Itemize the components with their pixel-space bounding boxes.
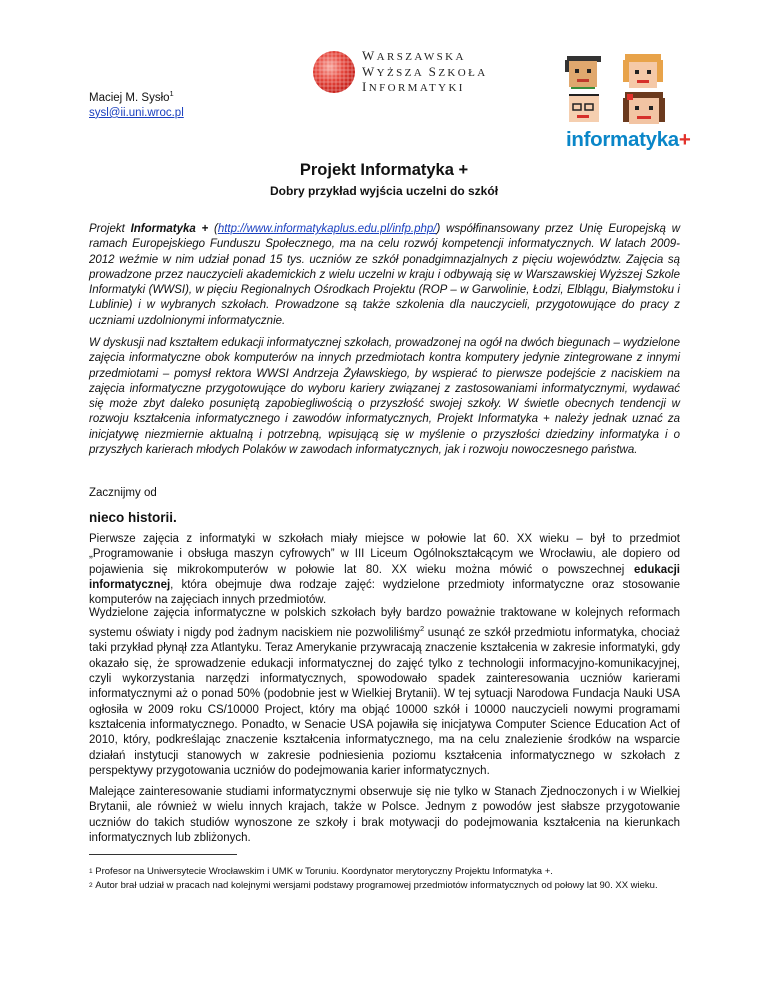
author-email-link[interactable]: sysl@ii.uni.wroc.pl xyxy=(89,106,184,119)
footnote-divider xyxy=(89,854,237,855)
face-icon xyxy=(565,56,601,89)
project-url-link[interactable]: http://www.informatykaplus.edu.pl/infp.php/ xyxy=(217,223,437,235)
section-heading: nieco historii. xyxy=(89,510,177,525)
face-icon xyxy=(623,54,663,88)
body-paragraph-2: Wydzielone zajęcia informatyczne w polskich szkołach były bardzo poważnie traktowane w kolejnych reformach systemu oświaty i nigdy pod żadnym naciskiem nie pozwoliliśmy$^2$ usunąć ze szkół przedmiotu informatyka, chociaż taki przykład płynął zza Atlantyku. Teraz Amerykanie przywracają znaczenie kształcenia w zakresie informatyki, gdy okazało się, że sprowadzenie edukacji informatycznej do zajęć tylko z technologii informacyjno-komunikacyjnej, czyli wykorzystania narzędzi informatycznych, spowodowało spadek zainteresowania uczniów karierami informatycznymi aż o ponad 50% (podobnie jest w Wielkiej Brytanii). W tej sytuacji Narodowa Fundacja Nauki USA ogłosiła w 2009 roku CS/10000 Project, który ma objąć 10000 szkół i 10000 nauczycieli nowymi programami kształcenia informatycznego. Ponadto, w Senacie USA pojawiła się inicjatywa Computer Science Education Act of 2010, który, podkreślając znaczenie kształcenia informatycznego, ma na celu znalezienie środków na wsparcie działań instytucji stanowych w zakresie podniesienia poziomu kształcenia informatycznego w szkołach z perspektywy przygotowania uczniów do podejmowania karier informatycznych. xyxy=(89,607,680,777)
abstract-paragraph-2: W dyskusji nad kształtem edukacji informatycznej szkołach, prowadzonej na ogół na dwóch biegunach – wydzielone zajęcia informatyczne obok komputerów na innych przedmiotach kontra komputery jedynie zintegrowane z innymi przedmiotami – pomysł rektora WWSI Andrzeja Żyławskiego, by wspierać to pierwsze podejście z naciskiem na zajęcia informatyczne przygotowujące do wyboru kariery związanej z zastosowaniami informatycznymi, wydawać się może zbyt daleko posuniętą zapobiegliwością o przyszłość swojej szkoły. W świetle obecnych tendencji w rozwoju kształcenia informatycznego i zawodów informatycznych, Projekt Informatyka + należy jednak uznać za inicjatywę niezmiernie aktualną i potrzebną, wpisującą się w myślenie o przyszłości dziedziny informatyka i o przyszłych karierach młodych Polaków w zawodach informatycznych, jak i rozwoju nowoczesnego państwa. xyxy=(89,337,680,457)
informatyka-plus-faces-logo xyxy=(563,52,675,126)
author-name: Maciej M. Sysło xyxy=(89,91,170,104)
page-subtitle: Dobry przykład wyjścia uczelni do szkół xyxy=(269,184,499,198)
author-block xyxy=(89,86,184,121)
footnote-ref-1[interactable]: 1 xyxy=(169,89,174,98)
wwsi-logo-text: WARSZAWSKA WYŻSZA SZKOŁA INFORMATYKI xyxy=(362,48,488,94)
footnote-2: $^2$ Autor brał udział w pracach nad kolejnymi wersjami podstawy programowej przedmiotów informatycznych od połowy lat 90. XX wieku. xyxy=(89,880,658,891)
page-title: Projekt Informatyka + xyxy=(299,161,469,179)
author-name-line xyxy=(89,86,184,106)
informatyka-plus-wordmark: informatyka+ xyxy=(566,128,691,151)
wwsi-logo-mark xyxy=(312,50,356,94)
footnote-1: $^1$ Profesor na Uniwersytecie Wrocławskim i UMK w Toruniu. Koordynator merytoryczny Projektu Informatyka +. xyxy=(89,866,553,877)
intro-line: Zacznijmy od xyxy=(89,487,157,499)
face-icon xyxy=(569,94,599,122)
footnote-ref-2[interactable]: 2 xyxy=(419,624,425,634)
body-paragraph-1: Pierwsze zajęcia z informatyki w szkołach miały miejsce w połowie lat 60. XX wieku – był to przedmiot „Programowanie i obsługa maszyn cyfrowych” w III Liceum Ogólnokształcącym we Wrocławiu, ale dopiero od pojawienia się mikrokomputerów w połowie lat 80. XX wieku można mówić o powszechnej edukacji informatycznej, która obejmuje dwa rodzaje zajęć: wydzielone przedmioty informatyczne oraz stosowanie komputerów na zajęciach innych przedmiotów. xyxy=(89,533,680,607)
face-icon xyxy=(623,92,665,124)
abstract-paragraph-1: Projekt Informatyka + (http://www.informatykaplus.edu.pl/infp.php/) współfinansowany przez Unię Europejską w ramach Europejskiego Funduszu Społecznego, ma na celu rozwój kompetencji informatycznych. W latach 2009-2012 weźmie w nim udział ponad 15 tys. uczniów ze szkół ponadgimnazjalnych z pięciu województw. Zajęcia są prowadzone przez nauczycieli akademickich z wielu uczelni w kraju i odbywają się w Warszawskiej Wyższej Szkole Informatyki (WWSI), w pięciu Regionalnych Ośrodkach Projektu (ROP – w Garwolinie, Łodzi, Elblągu, Białymstoku i Lublinie) i w wybranych szkołach. Prowadzone są także szkolenia dla nauczycieli, przygotowujące do pracy z uczniami uzdolnionymi informatycznie. xyxy=(89,223,681,327)
body-paragraph-3: Malejące zainteresowanie studiami informatycznymi obserwuje się nie tylko w Stanach Zjednoczonych i w Wielkiej Brytanii, ale również w wielu innych krajach, także w Polsce. Jednym z powodów jest słabsze przygotowanie uczniów do takich studiów wynoszone ze szkoły i brak motywacji do podejmowania kształcenia na kierunkach informatycznych lub zbliżonych. xyxy=(89,786,680,844)
